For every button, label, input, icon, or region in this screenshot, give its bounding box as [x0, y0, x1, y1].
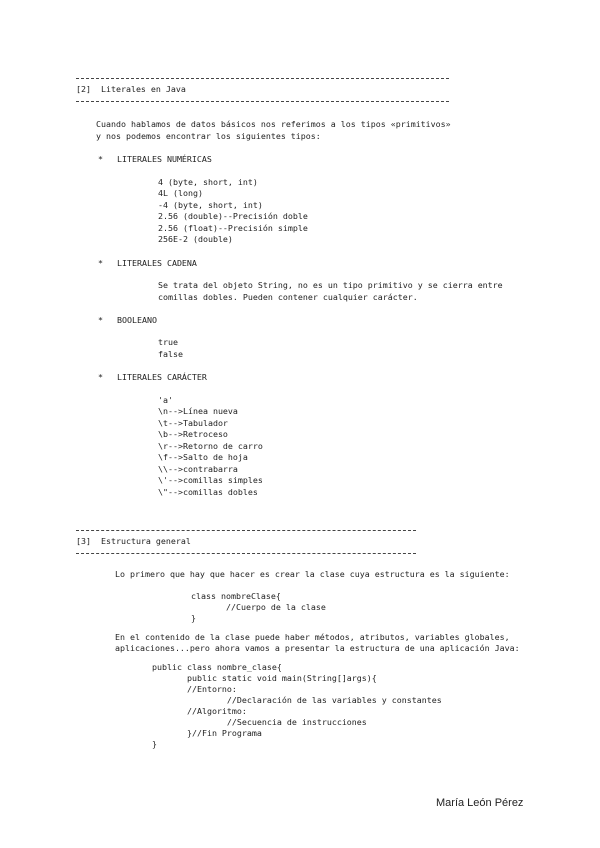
class-code-line: //Cuerpo de la clase	[191, 602, 326, 612]
numeric-item: 4 (byte, short, int)	[158, 177, 258, 187]
numeric-item: 256E-2 (double)	[158, 234, 233, 244]
intro-line: y nos podemos encontrar los siguientes tipos:	[96, 131, 321, 141]
string-line: Se trata del objeto String, no es un tipo primitivo y se cierra entre	[158, 280, 503, 290]
numeric-item: 2.56 (double)--Precisión doble	[158, 211, 308, 221]
numeric-item: 2.56 (float)--Precisión simple	[158, 223, 308, 233]
section-3-paragraph: En el contenido de la clase puede haber métodos, atributos, variables globales,	[115, 632, 510, 642]
divider-bottom	[76, 553, 416, 554]
divider-top	[76, 530, 416, 531]
section-2-heading: [2] Literales en Java	[76, 84, 186, 94]
app-code-line: //Declaración de las variables y constantes	[152, 695, 442, 705]
bullet: *	[98, 258, 103, 268]
divider-top	[76, 78, 449, 79]
section-3-paragraph: aplicaciones...pero ahora vamos a presentar la estructura de una aplicación Java:	[115, 643, 520, 653]
numeric-item: 4L (long)	[158, 188, 203, 198]
author-name: María León Pérez	[436, 797, 524, 809]
character-item: \n-->Línea nueva	[158, 406, 238, 416]
character-item: \f-->Salto de hoja	[158, 452, 248, 462]
character-item: \\-->contrabarra	[158, 464, 238, 474]
intro-line: Cuando hablamos de datos básicos nos referimos a los tipos «primitivos»	[96, 119, 451, 129]
app-code-line: }//Fin Programa	[152, 728, 262, 738]
section-3-heading: [3] Estructura general	[76, 536, 191, 546]
class-code-line: }	[191, 613, 196, 623]
character-item: \'-->comillas simples	[158, 475, 263, 485]
bullet: *	[98, 315, 103, 325]
boolean-title: BOOLEANO	[117, 315, 157, 325]
boolean-item: false	[158, 349, 183, 359]
boolean-item: true	[158, 337, 178, 347]
bullet: *	[98, 154, 103, 164]
app-code-line: //Secuencia de instrucciones	[152, 717, 367, 727]
character-item: \"-->comillas dobles	[158, 487, 258, 497]
app-code-line: //Entorno:	[152, 684, 237, 694]
character-item: 'a'	[158, 395, 173, 405]
character-item: \r-->Retorno de carro	[158, 441, 263, 451]
section-3-intro: Lo primero que hay que hacer es crear la clase cuya estructura es la siguiente:	[115, 569, 510, 579]
divider-bottom	[76, 101, 449, 102]
string-title: LITERALES CADENA	[117, 258, 197, 268]
numeric-item: -4 (byte, short, int)	[158, 200, 263, 210]
string-line: comillas dobles. Pueden contener cualquier carácter.	[158, 292, 418, 302]
app-code-line: public static void main(String[]args){	[152, 673, 377, 683]
character-item: \t-->Tabulador	[158, 418, 228, 428]
character-item: \b-->Retroceso	[158, 429, 228, 439]
bullet: *	[98, 372, 103, 382]
app-code-line: }	[152, 739, 157, 749]
numeric-title: LITERALES NUMÉRICAS	[117, 154, 212, 164]
app-code-line: //Algoritmo:	[152, 706, 247, 716]
character-title: LITERALES CARÁCTER	[117, 372, 207, 382]
class-code-line: class nombreClase{	[191, 591, 281, 601]
app-code-line: public class nombre_clase{	[152, 662, 282, 672]
